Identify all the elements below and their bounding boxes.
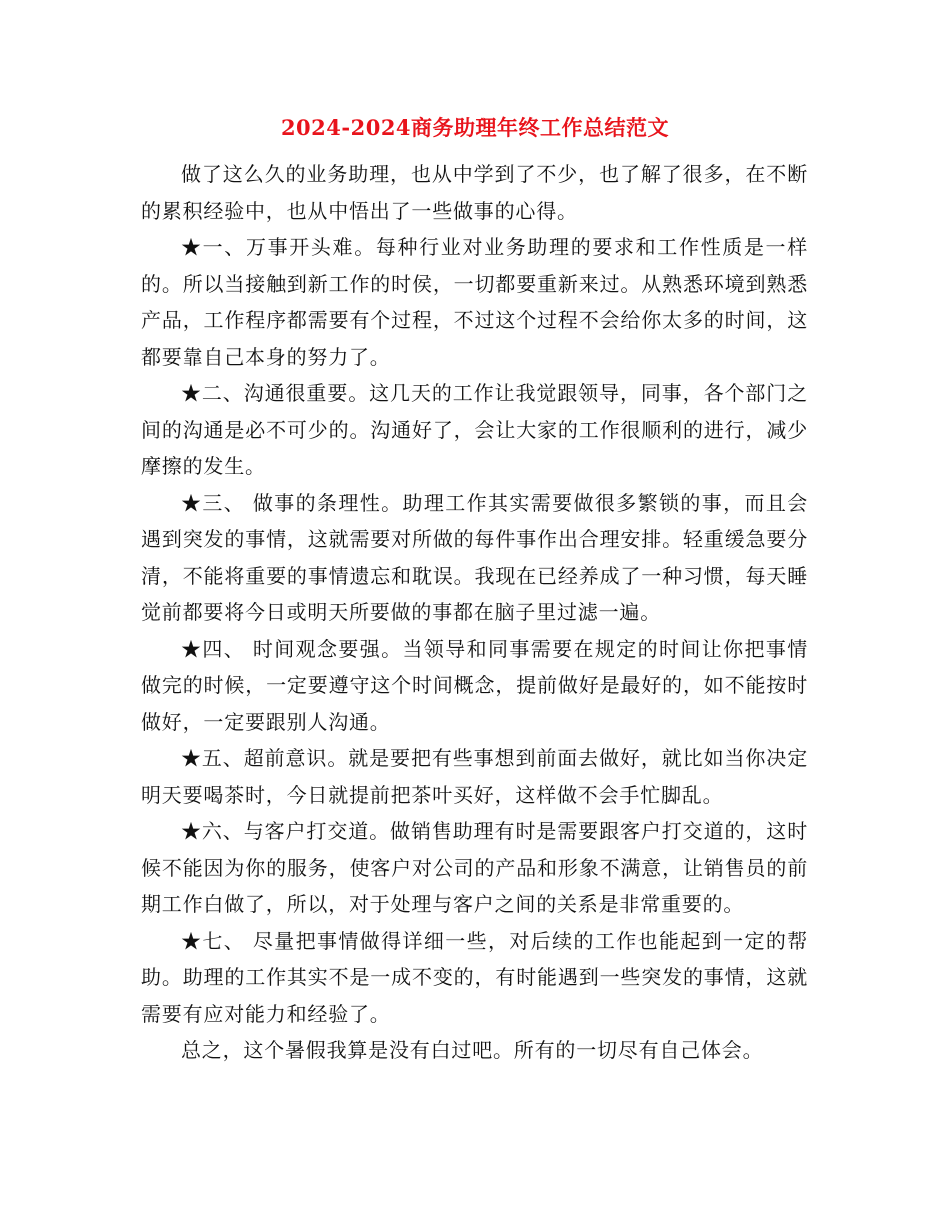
- paragraph-point-6: ★六、与客户打交道。做销售助理有时是需要跟客户打交道的，这时候不能因为你的服务，使客户对公司的产品和形象不满意，让销售员的前期工作白做了，所以，对于处理与客户之间的关系是非常重要的。: [141, 819, 808, 916]
- paragraph-conclusion: 总之，这个暑假我算是没有白过吧。所有的一切尽有自己体会。: [181, 1038, 764, 1062]
- paragraph-point-5: ★五、超前意识。就是要把有些事想到前面去做好，就比如当你决定明天要喝茶时，今日就提前把茶叶买好，这样做不会手忙脚乱。: [141, 746, 808, 807]
- paragraph-point-2: ★二、沟通很重要。这几天的工作让我觉跟领导，同事，各个部门之间的沟通是必不可少的。沟通好了，会让大家的工作很顺利的进行，减少摩擦的发生。: [141, 381, 808, 478]
- paragraph-point-7: ★七、 尽量把事情做得详细一些，对后续的工作也能起到一定的帮助。助理的工作其实不是一成不变的，有时能遇到一些突发的事情，这就需要有应对能力和经验了。: [141, 928, 808, 1026]
- document-body: [141, 156, 808, 1069]
- paragraph-point-4: ★四、 时间观念要强。当领导和同事需要在规定的时间让你把事情做完的时候，一定要遵守这个时间概念，提前做好是最好的，如不能按时做好，一定要跟别人沟通。: [141, 636, 808, 734]
- paragraph-point-3: ★三、 做事的条理性。助理工作其实需要做很多繁锁的事，而且会遇到突发的事情，这就需要对所做的每件事作出合理安排。轻重缓急要分清，不能将重要的事情遗忘和耽误。我现在已经养成了一种习惯，每天睡觉前都要将今日或明天所要做的事都在脑子里过滤一遍。: [141, 490, 808, 624]
- paragraph-intro: 做了这么久的业务助理，也从中学到了不少，也了解了很多，在不断的累积经验中，也从中悟出了一些做事的心得。: [141, 162, 808, 223]
- paragraph-point-1: ★一、万事开头难。每种行业对业务助理的要求和工作性质是一样的。所以当接触到新工作的时侯，一切都要重新来过。从熟悉环境到熟悉产品，工作程序都需要有个过程，不过这个过程不会给你太多的时间，这都要靠自己本身的努力了。: [141, 235, 808, 369]
- document-title: 2024-2024商务助理年终工作总结范文: [280, 115, 670, 140]
